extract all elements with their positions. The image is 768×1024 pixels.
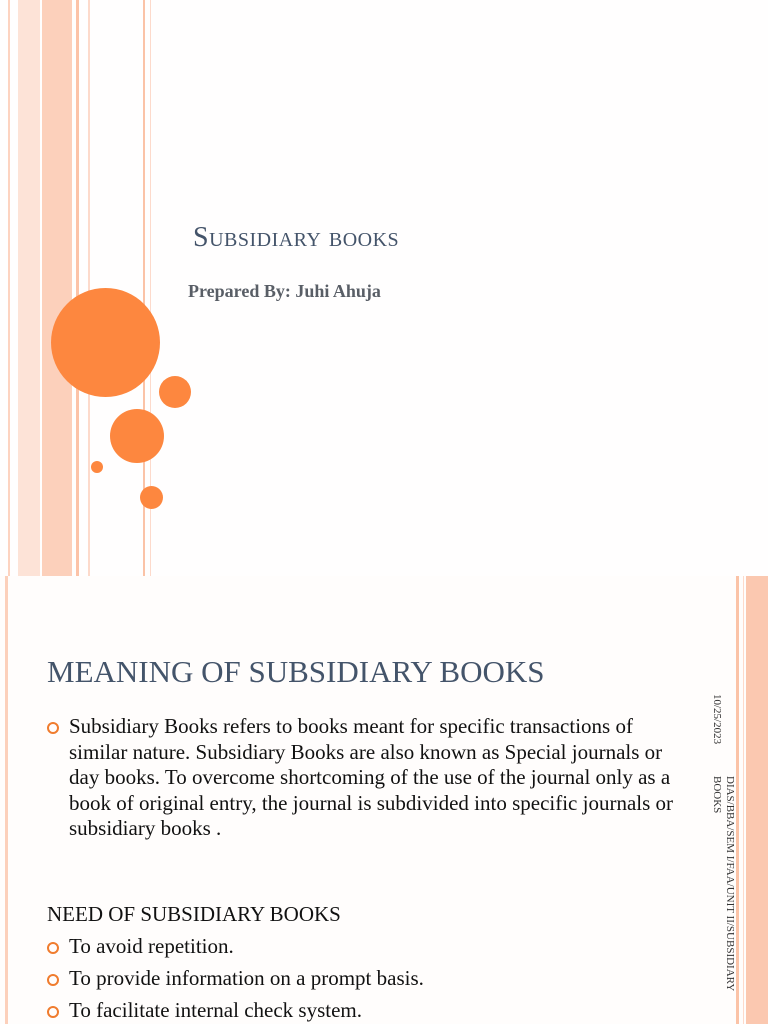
list-item (47, 714, 695, 842)
slide-date: 10/25/2023 (711, 694, 723, 745)
decor-stripe (42, 0, 72, 576)
bullet-circle-icon (47, 942, 59, 954)
list-item (47, 966, 424, 992)
decor-circle (110, 409, 164, 463)
decor-stripe (76, 0, 79, 576)
need-heading: NEED OF SUBSIDIARY BOOKS (47, 902, 341, 926)
slide-title: MEANING OF SUBSIDIARY BOOKS (47, 654, 545, 689)
bullet-circle-icon (47, 974, 59, 986)
decor-stripe (88, 0, 90, 576)
need-item: To provide information on a prompt basis. (69, 966, 424, 990)
decor-circle (159, 376, 191, 408)
slide-subtitle: Prepared By: Juhi Ahuja (188, 281, 381, 301)
content-slide (0, 576, 768, 1024)
list-item (47, 934, 234, 960)
bullet-circle-icon (47, 1006, 59, 1018)
need-item: To avoid repetition. (69, 934, 234, 958)
slide-footer: DIAS/BBA/SEM I/FAA/UNIT II/SUBSIDIARY BOOKS (711, 776, 736, 991)
need-item: To facilitate internal check system. (69, 998, 362, 1022)
slide-title: Subsidiary books (193, 222, 400, 253)
decor-stripe (746, 576, 768, 1024)
decor-stripe (18, 0, 40, 576)
decor-stripe (743, 576, 744, 1024)
decor-circle (91, 461, 103, 473)
decor-circle (140, 486, 163, 509)
decor-stripe (5, 576, 8, 1024)
list-item (47, 998, 362, 1024)
decor-stripe (736, 576, 739, 1024)
bullet-circle-icon (47, 722, 59, 734)
meaning-paragraph: Subsidiary Books refers to books meant for specific transactions of similar nature. Subsidiary Books are also known as Special journals or day books. To overcome shortcoming of the use of the journal only as a book of original entry, the journal is subdivided into specific journals or subsidiary books . (69, 714, 674, 840)
decor-circle (51, 288, 160, 397)
decor-stripe (8, 0, 10, 576)
